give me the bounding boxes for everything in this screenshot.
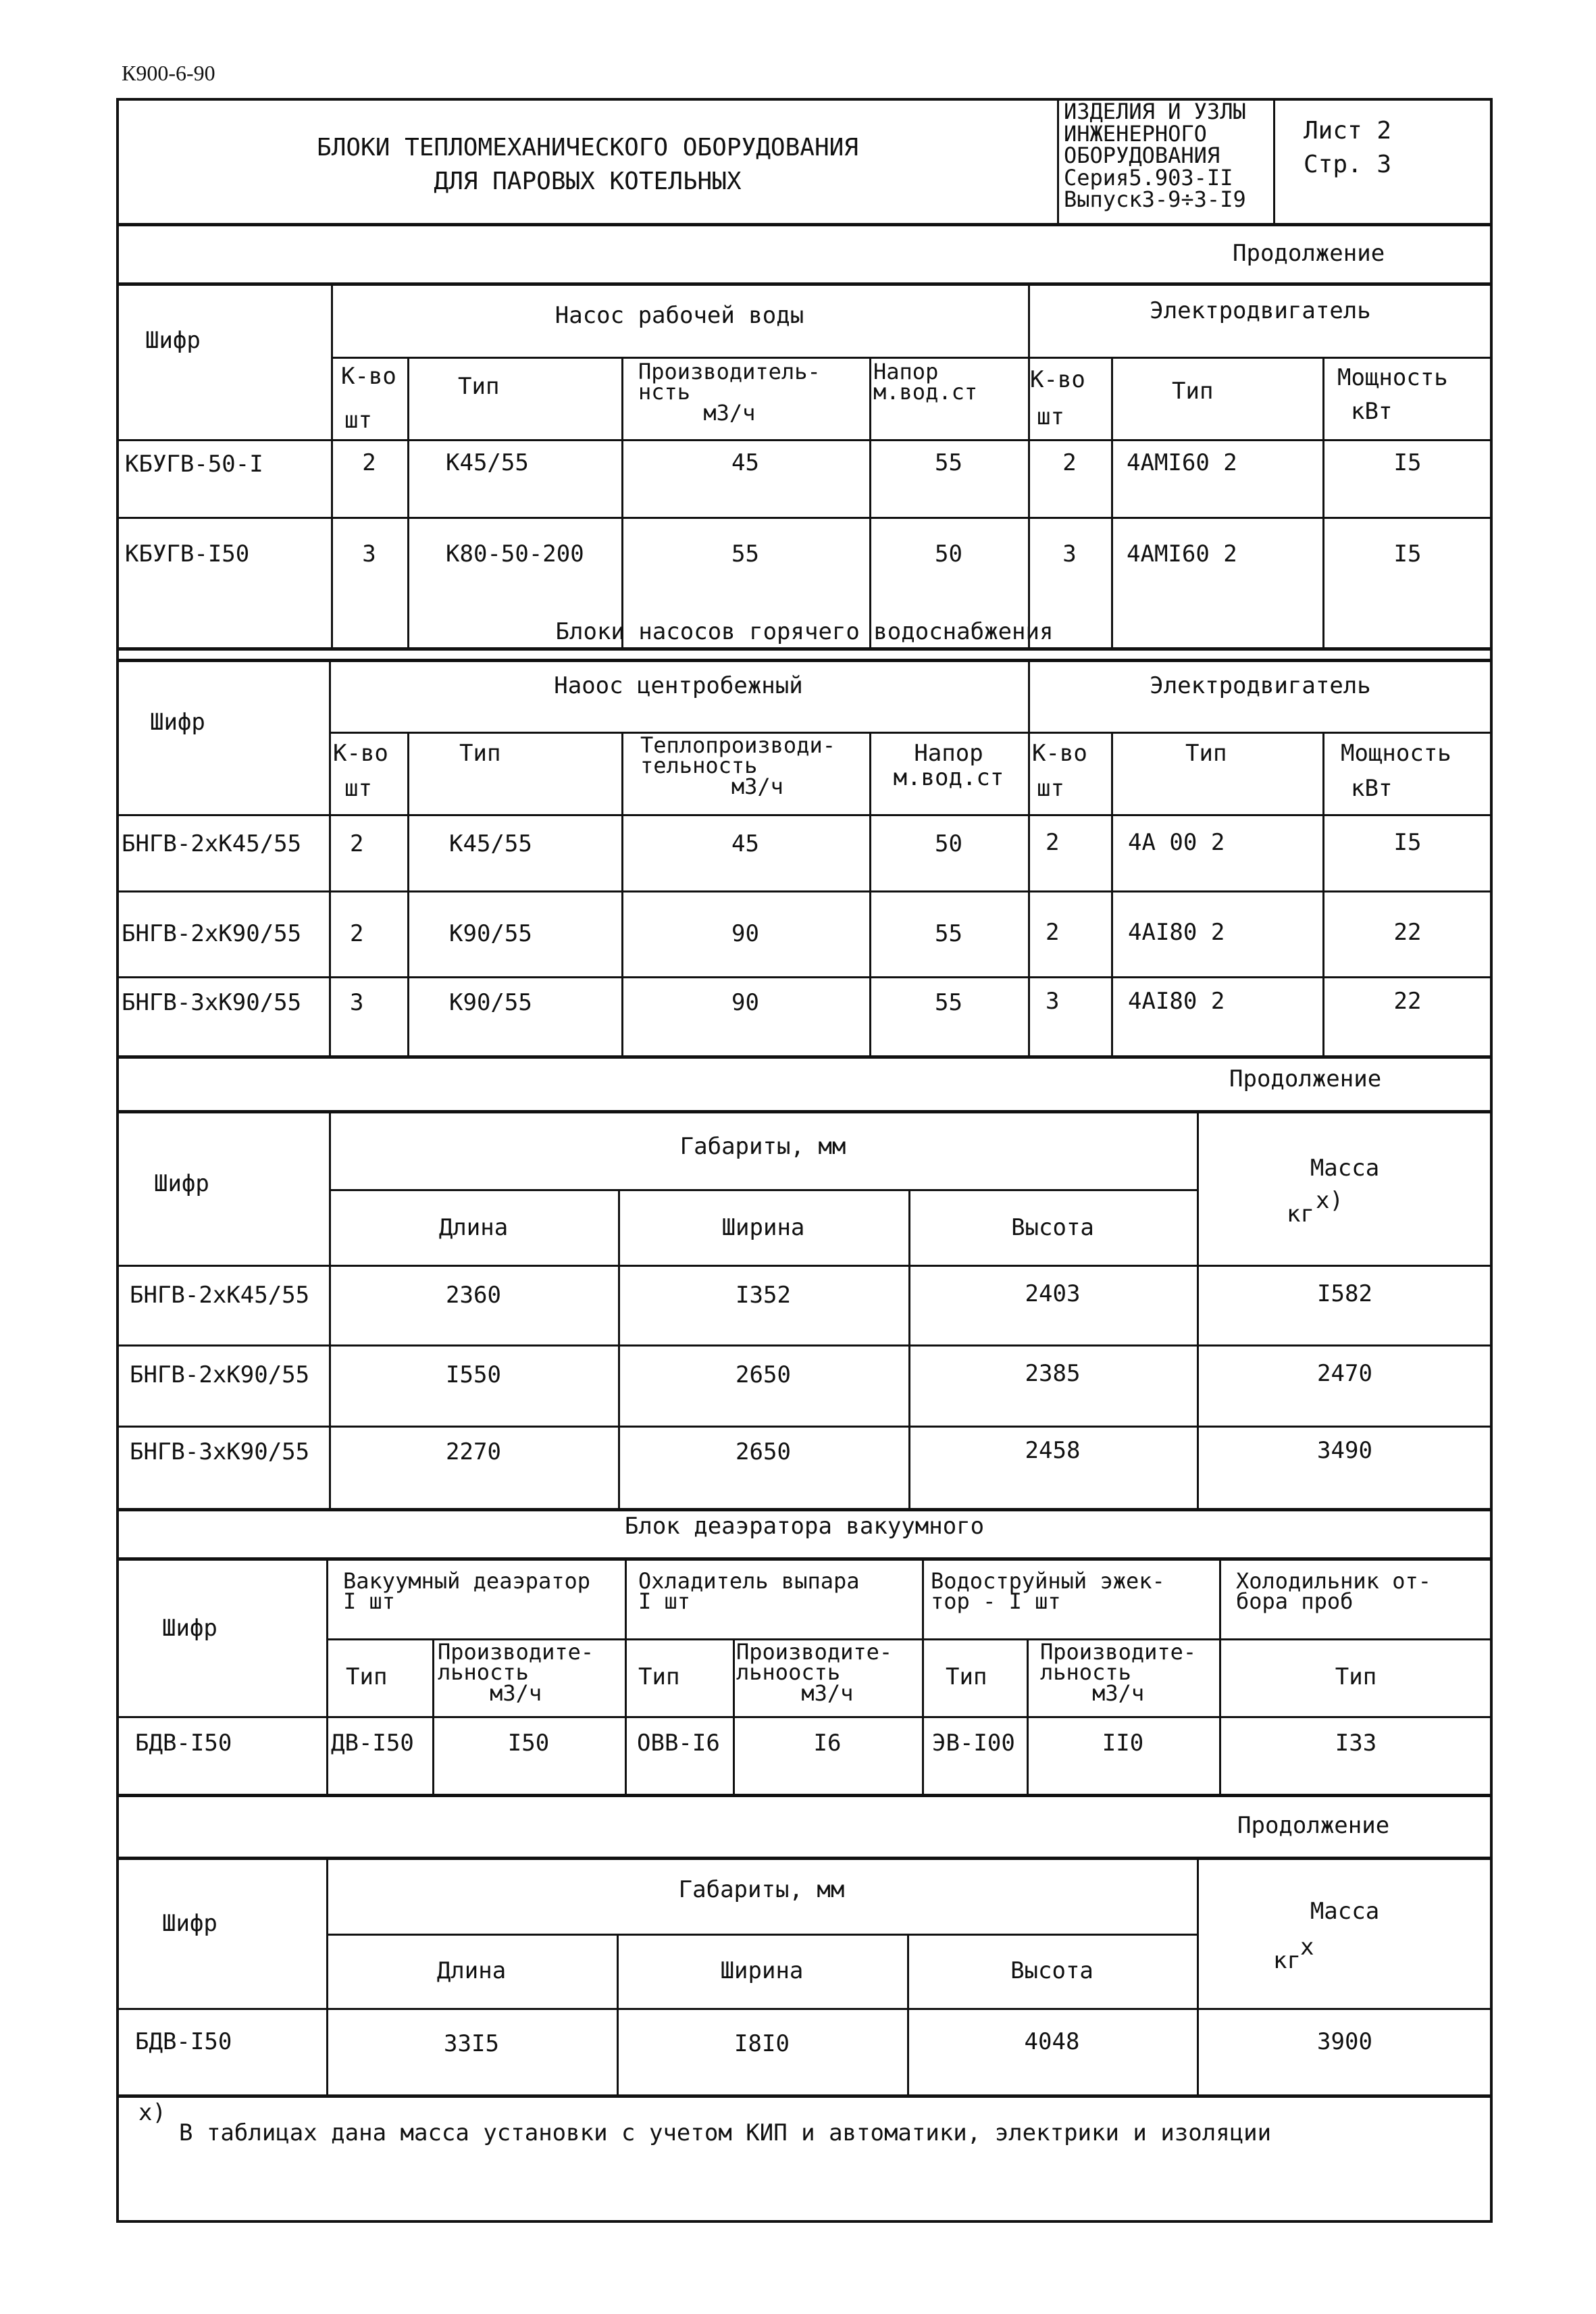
t1-h-unit1: шт (344, 407, 372, 434)
t1-continuation: Продолжение (1233, 240, 1385, 267)
t1-r2-type: К80-50-200 (446, 540, 584, 568)
t2-r2-qty: 2 (350, 920, 364, 947)
t4-col-code: Шифр (162, 1615, 217, 1642)
t2-r2-mqty: 2 (1046, 919, 1060, 946)
t2-r2-perf: 90 (731, 920, 759, 947)
t1-v-mqty (1111, 357, 1113, 649)
t3-continuation: Продолжение (1229, 1065, 1382, 1092)
page-number: Стр. 3 (1304, 151, 1392, 178)
t2-h-power-unit: кВт (1351, 775, 1393, 802)
t3-r2-width: 2650 (736, 1361, 791, 1388)
t2-r1-power: I5 (1393, 829, 1422, 856)
t3-r1-length: 2360 (446, 1282, 501, 1309)
t2-r1-qty: 2 (350, 830, 364, 857)
t1-r2-head: 50 (935, 540, 962, 568)
t1-v-qty (407, 357, 409, 649)
t2-h-unit2: шт (1037, 775, 1064, 802)
t4-h-type-3: Тип (946, 1663, 987, 1690)
t2-r3-qty: 3 (350, 989, 364, 1016)
t5-h-mass: Масса (1310, 1898, 1380, 1925)
t3-h-mass: Масса (1310, 1155, 1380, 1182)
t2-h-type2: Тип (1185, 740, 1227, 767)
t4-header-bottom (116, 1716, 1493, 1718)
t2-r2-head: 55 (935, 920, 962, 947)
t5-bottom-line (116, 2094, 1493, 2098)
t4-r1-perf1: I50 (507, 1730, 550, 1757)
t4-bottom-line (116, 1794, 1493, 1797)
t2-v-qty (407, 732, 409, 1057)
t5-group-line (326, 1934, 1197, 1936)
t4-r1-type4: I33 (1335, 1730, 1377, 1757)
t3-r3-code: БНГВ-3хК90/55 (130, 1438, 310, 1465)
t3-r2-length: I550 (446, 1361, 501, 1388)
t4-h-perf-1: Производите- льность м3/ч (438, 1639, 594, 1706)
t1-r1-power: I5 (1393, 449, 1422, 476)
t4-group-2: Охладитель выпара I шт (638, 1568, 860, 1615)
t5-header-bottom (116, 2008, 1493, 2010)
t1-col-code: Шифр (145, 327, 201, 354)
t3-h-mass-unit: кг (1287, 1201, 1314, 1228)
t3-r1-code: БНГВ-2хК45/55 (130, 1282, 310, 1309)
t1-r2-mqty: 3 (1062, 540, 1077, 568)
t1-r2-mtype: 4АМI60 2 (1127, 540, 1237, 568)
t2-r1-mqty: 2 (1046, 829, 1060, 856)
t2-section-title: Блоки насосов горячего водоснабжения (555, 618, 1054, 645)
t2-r3-code: БНГВ-3хК90/55 (122, 989, 302, 1016)
series-line-1: ИЗДЕЛИЯ И УЗЛЫ (1064, 99, 1246, 124)
t2-bottom-line (116, 1055, 1493, 1059)
t2-row-line-1 (116, 890, 1493, 892)
t2-r1-type: К45/55 (449, 830, 532, 857)
t2-h-type1: Тип (459, 740, 501, 767)
t2-r3-mqty: 3 (1046, 988, 1060, 1015)
t3-r3-width: 2650 (736, 1438, 791, 1465)
t2-group-motor: Электродвигатель (1150, 672, 1371, 699)
t3-row-line-1 (116, 1344, 1493, 1347)
t1-v-mtype (1322, 357, 1324, 649)
t4-group-1: Вакуумный деаэратор I шт (343, 1568, 591, 1615)
t5-r1-height: 4048 (1024, 2028, 1080, 2055)
t5-h-mass-unit: кг (1273, 1947, 1301, 1974)
t3-r3-length: 2270 (446, 1438, 501, 1465)
t4-r1-type2: ОВВ-I6 (637, 1730, 720, 1757)
t1-v-type (621, 357, 623, 649)
t2-r3-head: 55 (935, 989, 962, 1016)
t5-r1-code: БДВ-I50 (135, 2028, 232, 2055)
t4-v-g3 (922, 1557, 924, 1795)
t1-h-perf: Производитель- нсть м3/ч (638, 359, 821, 426)
t5-v-mass (1197, 1857, 1199, 2096)
t2-h-qty1: К-во (333, 740, 388, 767)
t4-r1-type3: ЭВ-I00 (932, 1730, 1015, 1757)
t4-h-perf-2: Производите- льноость м3/ч (736, 1639, 893, 1706)
t5-r1-width: I8I0 (734, 2030, 790, 2057)
t3-h-mass-mark: х) (1316, 1187, 1343, 1214)
t1-h-power: Мощность (1337, 364, 1448, 391)
t2-header-bottom (116, 814, 1493, 816)
t3-r2-height: 2385 (1025, 1360, 1081, 1387)
t3-r2-mass: 2470 (1317, 1360, 1372, 1387)
t2-v-group (1028, 659, 1030, 1057)
t3-r3-height: 2458 (1025, 1437, 1081, 1464)
t2-r1-code: БНГВ-2хК45/55 (122, 830, 302, 857)
t3-r2-code: БНГВ-2хК90/55 (130, 1361, 310, 1388)
t3-r3-mass: 3490 (1317, 1437, 1372, 1464)
t2-r3-perf: 90 (731, 989, 759, 1016)
t1-r1-perf: 45 (731, 449, 759, 476)
series-line-2: ИНЖЕНЕРНОГО (1064, 121, 1207, 147)
t3-row-line-2 (116, 1426, 1493, 1428)
t1-group-pump: Насос рабочей воды (555, 302, 804, 329)
t1-r2-qty: 3 (362, 540, 376, 568)
t3-group-line (329, 1189, 1197, 1191)
t2-group-line (329, 732, 1493, 734)
t1-v-perf (869, 357, 871, 649)
header-divider-2 (1273, 98, 1275, 224)
t5-top-line (116, 1857, 1493, 1860)
t4-group-4: Холодильник от- бора проб (1236, 1568, 1431, 1615)
t2-row-line-2 (116, 976, 1493, 978)
t2-r1-mtype: 4А 00 2 (1128, 829, 1225, 856)
t5-v-width (907, 1934, 909, 2096)
t2-h-unit1: шт (344, 775, 372, 802)
document-code: К900-6-90 (122, 61, 215, 85)
t2-top-line (116, 659, 1493, 662)
t4-r1-perf3: II0 (1102, 1730, 1144, 1757)
t4-v-g2 (625, 1557, 627, 1795)
t3-top-line (116, 1110, 1493, 1113)
t2-h-qty2: К-во (1032, 740, 1087, 767)
t2-h-perf: Теплопроизводи- тельность м3/ч (640, 732, 835, 799)
t1-h-type2: Тип (1172, 378, 1214, 405)
t2-r1-perf: 45 (731, 830, 759, 857)
t1-r1-code: КБУГВ-50-I (125, 451, 263, 478)
t4-section-title: Блок деаэратора вакуумного (624, 1513, 985, 1540)
t4-r1-perf2: I6 (813, 1730, 842, 1757)
t1-r2-perf: 55 (731, 540, 759, 568)
series-line-4: Серия5.903-II (1064, 165, 1233, 191)
t5-r1-length: 33I5 (444, 2030, 499, 2057)
t2-r2-mtype: 4АI80 2 (1128, 919, 1225, 946)
footnote-text: В таблицах дана масса установки с учетом КИП и автоматики, электрики и изоляции (179, 2119, 1272, 2146)
t1-r2-code: КБУГВ-I50 (125, 540, 250, 568)
t4-h-perf-3: Производите- льность м3/ч (1040, 1639, 1197, 1706)
t3-bottom-line (116, 1508, 1493, 1511)
t3-h-height: Высота (1011, 1214, 1094, 1241)
t2-r2-type: К90/55 (449, 920, 532, 947)
t1-r1-mtype: 4АМI60 2 (1127, 449, 1237, 476)
t1-h-type1: Тип (458, 373, 500, 400)
t5-h-height: Высота (1010, 1957, 1093, 1984)
title-line-2: ДЛЯ ПАРОВЫХ КОТЕЛЬНЫХ (434, 168, 742, 195)
t5-col-code: Шифр (162, 1910, 217, 1937)
t2-r2-code: БНГВ-2хК90/55 (122, 920, 302, 947)
t2-r2-power: 22 (1393, 919, 1422, 946)
header-bottom-line (116, 223, 1493, 226)
t1-h-head: Напор м.вод.ст (873, 359, 978, 405)
t1-h-unit2: шт (1037, 403, 1064, 430)
t1-r1-head: 55 (935, 449, 962, 476)
t2-h-head: Напор м.вод.ст (893, 740, 1004, 791)
t1-group-motor: Электродвигатель (1150, 297, 1371, 324)
t4-group-3: Водоструйный эжек- тор - I шт (931, 1568, 1165, 1615)
t2-v-mqty (1111, 732, 1113, 1057)
t1-top-line (116, 282, 1493, 286)
title-line-1: БЛОКИ ТЕПЛОМЕХАНИЧЕСКОГО ОБОРУДОВАНИЯ (317, 134, 858, 161)
t5-h-mass-mark: х (1300, 1934, 1314, 1961)
t4-v-code (326, 1557, 328, 1795)
series-line-3: ОБОРУДОВАНИЯ (1064, 143, 1220, 168)
t5-v-length (617, 1934, 619, 2096)
t3-h-width: Ширина (721, 1214, 805, 1241)
t2-v-code (329, 659, 331, 1057)
t3-group-dims: Габариты, мм (679, 1133, 846, 1160)
t4-r1-code: БДВ-I50 (135, 1730, 232, 1757)
t4-h-type-1: Тип (346, 1663, 388, 1690)
t1-r1-mqty: 2 (1062, 449, 1077, 476)
footnote-mark: х) (138, 2099, 166, 2126)
t1-r1-qty: 2 (362, 449, 376, 476)
t1-r2-power: I5 (1393, 540, 1422, 568)
t1-row-line-1 (116, 517, 1493, 519)
t1-header-bottom (116, 439, 1493, 441)
t1-h-qty1: К-во (341, 363, 396, 390)
t1-r1-type: К45/55 (446, 449, 529, 476)
t2-h-power: Мощность (1341, 740, 1451, 767)
t3-r1-height: 2403 (1025, 1280, 1081, 1307)
t5-continuation: Продолжение (1237, 1812, 1390, 1839)
t4-top-line (116, 1557, 1493, 1561)
t3-r1-width: I352 (736, 1282, 791, 1309)
t2-r3-mtype: 4АI80 2 (1128, 988, 1225, 1015)
t1-h-power-unit: кВт (1351, 398, 1393, 425)
t3-r1-mass: I582 (1317, 1280, 1372, 1307)
t3-col-code: Шифр (154, 1170, 209, 1197)
t5-group-dims: Габариты, мм (678, 1876, 845, 1903)
series-line-5: Выпуск3-9÷3-I9 (1064, 186, 1246, 212)
t5-h-length: Длина (436, 1957, 507, 1984)
t4-h-type-4: Тип (1335, 1663, 1377, 1690)
t2-col-code: Шифр (150, 709, 205, 736)
t2-r3-power: 22 (1393, 988, 1422, 1015)
t1-bottom-line (116, 647, 1493, 651)
t3-h-length: Длина (438, 1214, 509, 1241)
t5-h-width: Ширина (720, 1957, 804, 1984)
t2-group-pump: Наоос центробежный (554, 672, 803, 699)
header-divider-1 (1057, 98, 1059, 224)
t2-r3-type: К90/55 (449, 989, 532, 1016)
t3-header-bottom (116, 1265, 1493, 1267)
t5-r1-mass: 3900 (1317, 2028, 1372, 2055)
t4-r1-type1: ДВ-I50 (331, 1730, 414, 1757)
t2-r1-head: 50 (935, 830, 962, 857)
t1-h-qty2: К-во (1030, 366, 1085, 393)
sheet-number: Лист 2 (1304, 117, 1392, 145)
t4-h-type-2: Тип (638, 1663, 680, 1690)
